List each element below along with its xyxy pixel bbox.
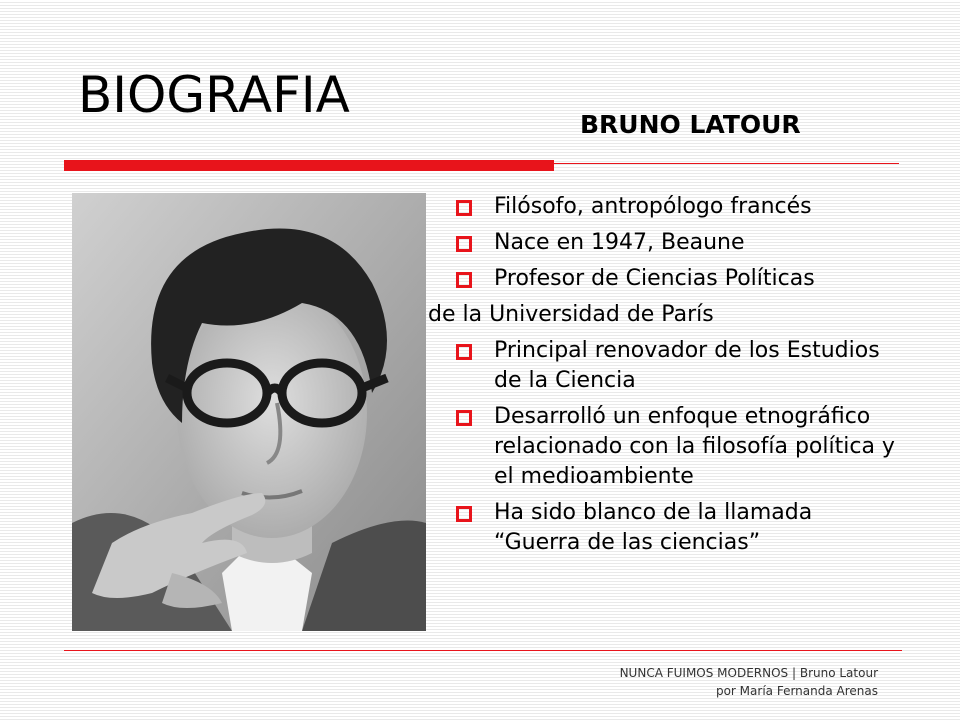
red-accent-bar [64,160,554,171]
square-bullet-icon [456,410,472,426]
footer-line-1: NUNCA FUIMOS MODERNOS | Bruno Latour [619,666,878,680]
bullet-text: Ha sido blanco de la llamada “Guerra de las ciencias” [494,500,813,555]
slide-subtitle: BRUNO LATOUR [580,110,801,139]
bullet-text: Desarrolló un enfoque etnográfico relacionado con la filosofía política y el medioambiente [494,404,895,489]
bullet-continuation: de la Universidad de París [428,302,714,327]
top-divider [554,163,899,164]
square-bullet-icon [456,272,472,288]
bottom-divider [64,650,902,651]
bullet-item [452,402,902,492]
bullet-text: Filósofo, antropólogo francés [494,194,812,219]
bullet-item [452,498,902,558]
bullet-list [428,192,902,564]
portrait-illustration [72,193,426,631]
portrait-photo [72,193,426,631]
bullet-text: Profesor de Ciencias Políticas [494,266,815,291]
square-bullet-icon [456,236,472,252]
bullet-text: Principal renovador de los Estudios de la Ciencia [494,338,880,393]
bullet-item [452,228,902,258]
bullet-item [452,336,902,396]
slide-footer [620,664,878,700]
square-bullet-icon [456,200,472,216]
bullet-item [452,264,902,294]
square-bullet-icon [456,506,472,522]
slide-title: BIOGRAFIA [78,66,350,124]
bullet-text: Nace en 1947, Beaune [494,230,745,255]
bullet-item [452,192,902,222]
square-bullet-icon [456,344,472,360]
footer-line-2: por María Fernanda Arenas [715,684,878,698]
